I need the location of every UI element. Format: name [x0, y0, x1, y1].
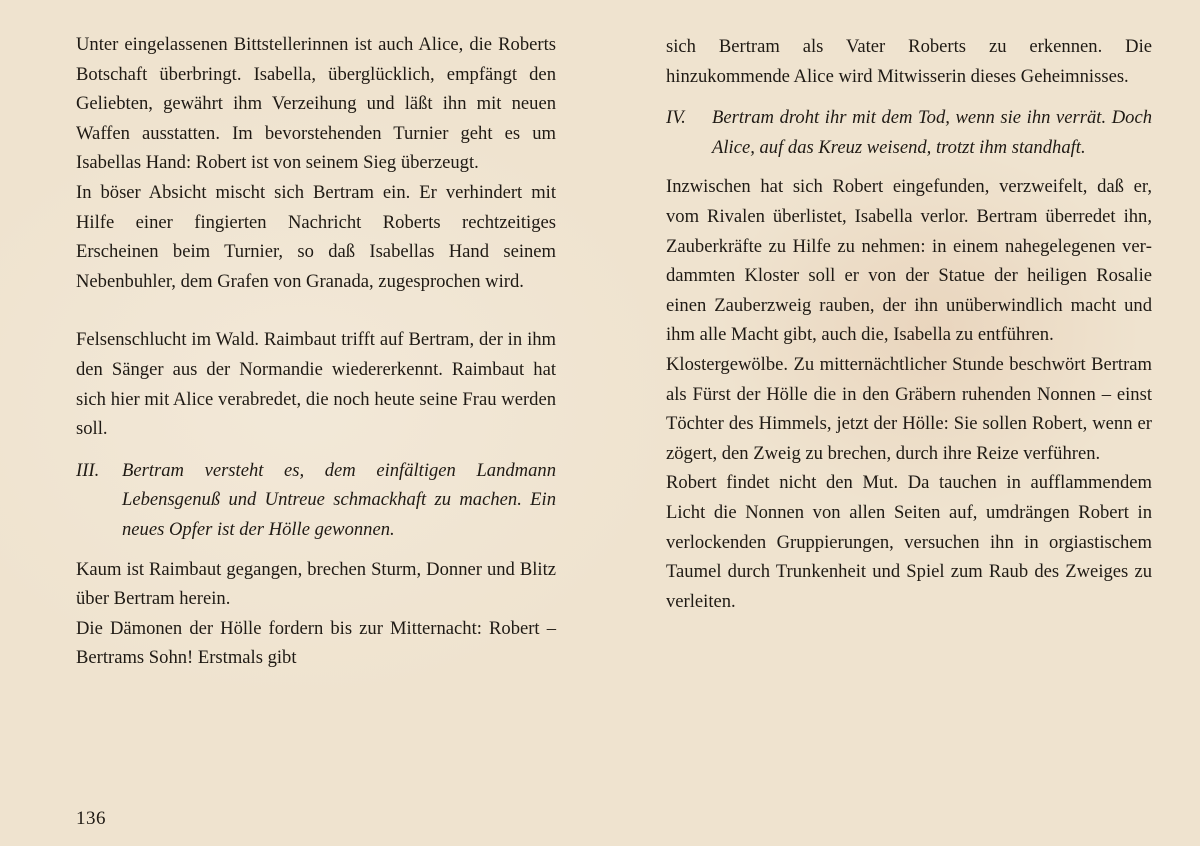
stage-number: IV. — [666, 107, 686, 129]
stage-text: Bertram versteht es, dem einfältigen Landmann Lebensgenuß und Untreue schmackhaft zu machen. Ein neues Opfer ist der Hölle gewonnen. — [122, 459, 556, 540]
paragraph: Robert findet nicht den Mut. Da tauchen in aufflammendem Licht die Nonnen von allen Seiten auf, umdrängen Robert in verlockenden Gruppierungen, versuchen ihn in orgiastischem Taumel durch Trunkenheit und Spiel zum Raub des Zweiges zu verleiten. — [666, 472, 1152, 612]
paragraph: Inzwischen hat sich Robert eingefunden, verzweifelt, daß er, vom Rivalen überlistet, Isabella verlor. Bertram überredet ihn, Zauberkräfte zu Hilfe zu nehmen: in einem nahegelegenen verdammten Kloster soll er von der Statue der heiligen Rosalie einen Zauberzweig rauben, der ihn unüberwindlich macht und ihm alle Macht gibt, auch die, Isabella zu entführen. — [666, 176, 1152, 346]
paragraph: Felsenschlucht im Wald. Raimbaut trifft auf Bertram, der in ihm den Sänger aus der Normandie wiedererkennt. Raimbaut hat sich hier mit Alice verabredet, die noch heute seine Frau werden soll. — [76, 329, 556, 440]
paragraph: Unter eingelassenen Bittstellerinnen ist auch Alice, die Roberts Botschaft überbringt. Isabella, überglücklich, empfängt den Geliebten, gewährt ihm Verzeihung und läßt ihn mit neuen Waffen ausstatten. Im bevorstehenden Turnier geht es um Isabellas Hand: Robert ist von seinem Sieg überzeugt. — [76, 34, 556, 174]
paragraph: Kaum ist Raimbaut gegangen, brechen Sturm, Donner und Blitz über Bertram herein. — [76, 558, 556, 610]
stage-number: III. — [76, 459, 100, 481]
page-number: 136 — [76, 808, 106, 829]
stage-text: Bertram droht ihr mit dem Tod, wenn sie ihn verrät. Doch Alice, auf das Kreuz weisend, trotzt ihm standhaft. — [712, 107, 1152, 158]
right-column — [666, 32, 1152, 616]
paragraph: sich Bertram als Vater Roberts zu erkennen. Die hinzukommende Alice wird Mitwisserin dieses Geheimnisses. — [666, 36, 1152, 87]
left-column — [76, 30, 556, 673]
stage-direction-iii — [76, 456, 556, 545]
paragraph: Klostergewölbe. Zu mitternächtlicher Stunde beschwört Bertram als Fürst der Hölle die in den Gräbern ruhenden Nonnen – einst Töchter des Himmels, jetzt der Hölle: Sie sollen Robert, wenn er zögert, den Zweig zu brechen, durch ihre Reize verführen. — [666, 353, 1152, 464]
paragraph: Die Dämonen der Hölle fordern bis zur Mitternacht: Robert – Bertrams Sohn! Erstmals gibt — [76, 617, 556, 669]
stage-direction-iv — [666, 103, 1152, 162]
paragraph: In böser Absicht mischt sich Bertram ein. Er verhindert mit Hilfe einer fingierten Nachricht Roberts rechtzeitiges Erscheinen beim Turnier, so daß Isabellas Hand seinem Nebenbuhler, dem Grafen von Granada, zugesprochen wird. — [76, 181, 556, 292]
